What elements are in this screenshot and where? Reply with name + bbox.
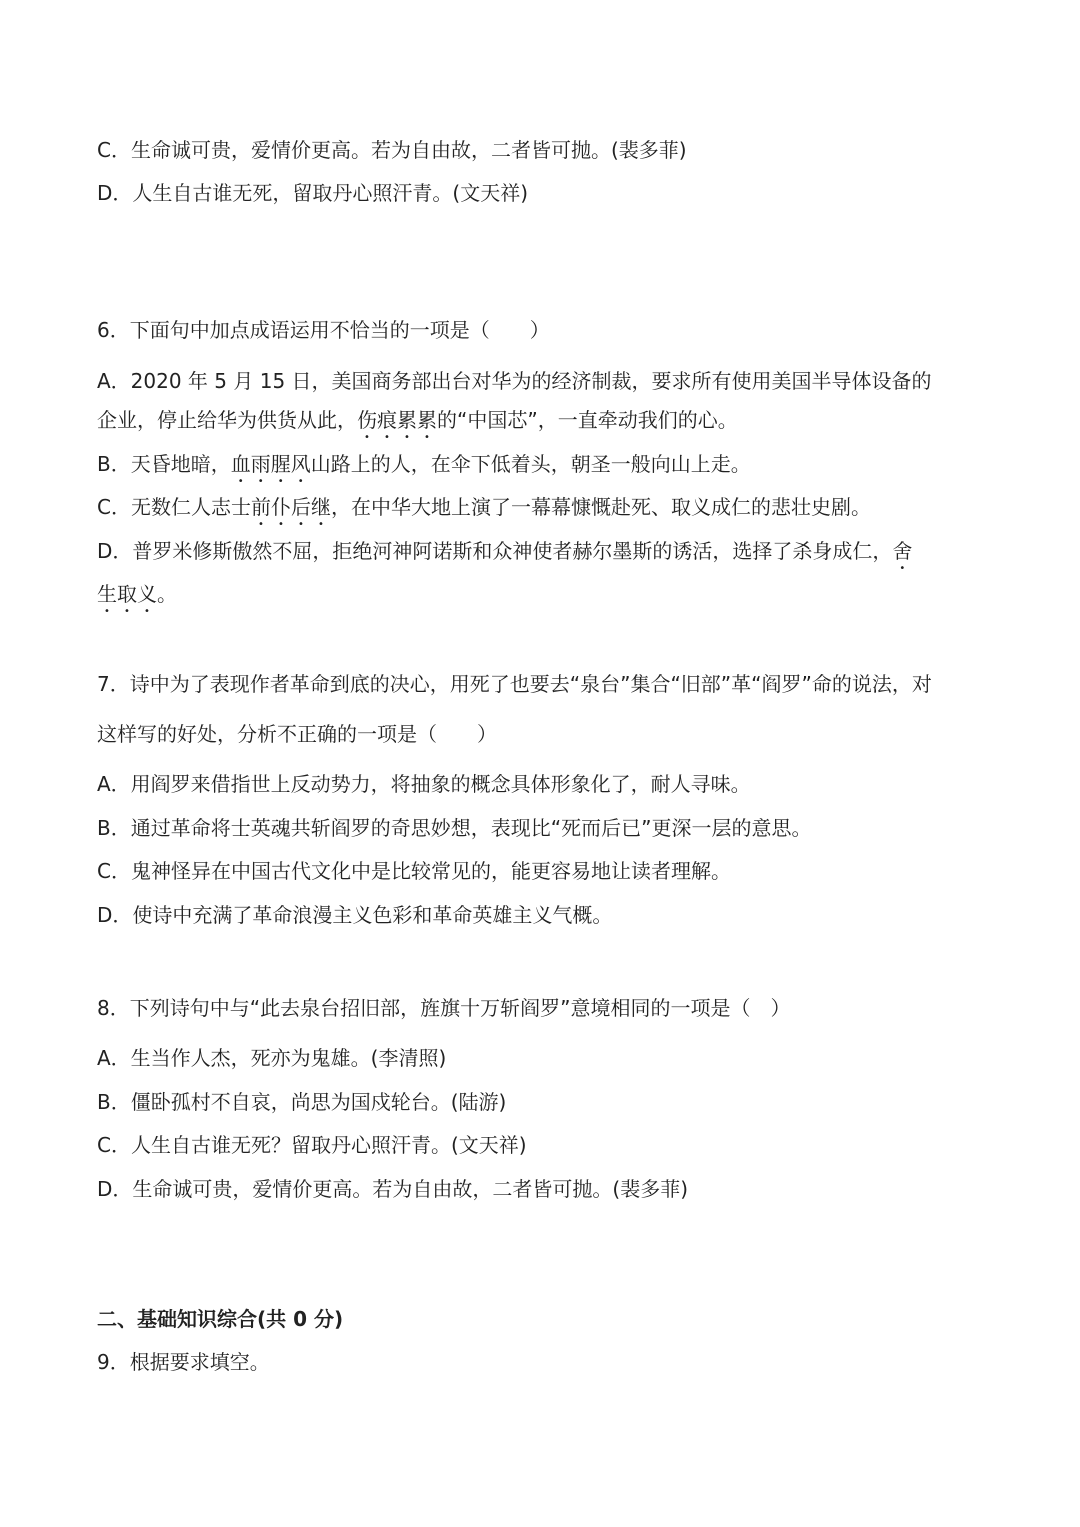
q6-a-text-post: 的“中国芯”，一直牵动我们的心。: [437, 408, 738, 432]
q6-d-text-post: 。: [157, 582, 177, 606]
q6-option-d-line2: [97, 580, 990, 617]
q8-option-b: B．僵卧孤村不自哀，尚思为国戍轮台。(陆游): [97, 1090, 507, 1114]
section-heading: 二、基础知识综合(共 0 分): [97, 1307, 344, 1331]
q6-b-dotted-idiom: 血雨腥风: [230, 452, 311, 476]
q8-option-c: C．人生自古谁无死？留取丹心照汗青。(文天祥): [97, 1133, 527, 1157]
q6-stem: 6．下面句中加点成语运用不恰当的一项是（ ）: [97, 318, 550, 342]
q8-option-a: A．生当作人杰，死亦为鬼雄。(李清照): [97, 1046, 447, 1070]
q9-stem: 9．根据要求填空。: [97, 1350, 270, 1374]
q6-c-dotted-idiom: 前仆后继: [250, 495, 331, 519]
q5-option-c: C．生命诚可贵，爱情价更高。若为自由故，二者皆可抛。(裴多菲): [97, 138, 687, 162]
q5-option-d: D．人生自古谁无死，留取丹心照汗青。(文天祥): [97, 181, 529, 205]
q6-option-b: [97, 450, 990, 487]
q8-stem: 8．下列诗句中与“此去泉台招旧部，旌旗十万斩阎罗”意境相同的一项是（ ）: [97, 996, 791, 1020]
q7-stem-line1: 7．诗中为了表现作者革命到底的决心，用死了也要去“泉台”集合“旧部”革“阎罗”命的说法，对: [97, 672, 932, 696]
q6-d-text-pre: D．普罗米修斯傲然不屈，拒绝河神阿诺斯和众神使者赫尔墨斯的诱活，选择了杀身成仁，: [97, 539, 893, 563]
q6-option-c: [97, 493, 990, 530]
q8-option-d: D．生命诚可贵，爱情价更高。若为自由故，二者皆可抛。(裴多菲): [97, 1177, 689, 1201]
q6-option-d-line1: [97, 537, 990, 574]
q7-stem-line2: 这样写的好处，分析不正确的一项是（ ）: [97, 722, 497, 746]
q6-option-a-line1: A．2020 年 5 月 15 日，美国商务部出台对华为的经济制裁，要求所有使用美国半导体设备的: [97, 369, 932, 393]
q6-a-text-pre: 企业，停止给华为供货从此，: [97, 408, 357, 432]
q6-d-dotted-char: 舍: [892, 539, 913, 563]
q6-option-a-line2: [97, 406, 990, 443]
q6-b-text-pre: B．天昏地暗，: [97, 452, 231, 476]
q7-option-d: D．使诗中充满了革命浪漫主义色彩和革命英雄主义气概。: [97, 903, 613, 927]
q6-d-dotted-idiom: 生取义: [97, 582, 157, 606]
q7-option-c: C．鬼神怪异在中国古代文化中是比较常见的，能更容易地让读者理解。: [97, 859, 731, 883]
q7-option-b: B．通过革命将士英魂共斩阎罗的奇思妙想，表现比“死而后已”更深一层的意思。: [97, 816, 812, 840]
q6-c-text-post: ，在中华大地上演了一幕幕慷慨赴死、取义成仁的悲壮史剧。: [330, 495, 871, 519]
q6-b-text-post: 山路上的人，在伞下低着头，朝圣一般向山上走。: [310, 452, 751, 476]
q6-a-dotted-idiom: 伤痕累累: [357, 408, 437, 432]
q6-c-text-pre: C．无数仁人志士: [97, 495, 251, 519]
q7-option-a: A．用阎罗来借指世上反动势力，将抽象的概念具体形象化了，耐人寻味。: [97, 772, 751, 796]
